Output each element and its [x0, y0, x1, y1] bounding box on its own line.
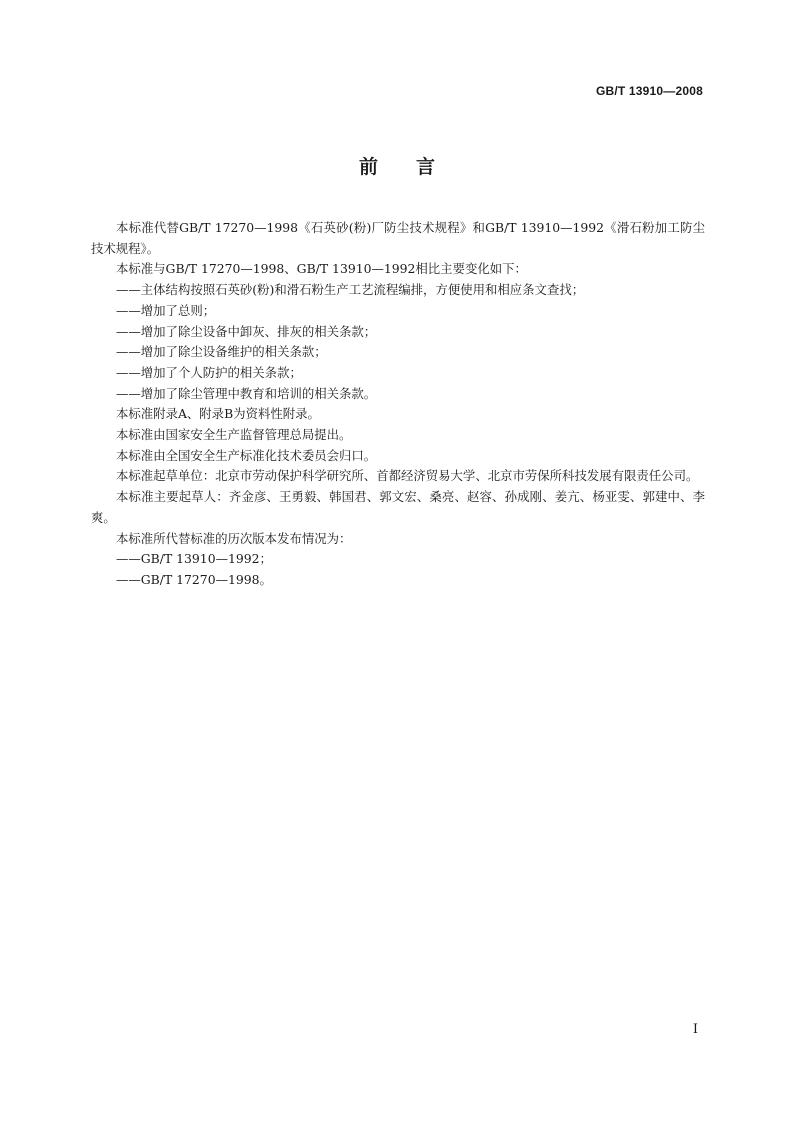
list-item: ——GB/T 17270—1998。 — [116, 571, 272, 587]
paragraph-history-intro: 本标准所代替标准的历次版本发布情况为： — [116, 530, 352, 546]
list-item: ——主体结构按照石英砂(粉)和滑石粉生产工艺流程编排，方便使用和相应条文查找； — [116, 282, 585, 298]
list-item: ——增加了除尘设备维护的相关条款； — [116, 344, 327, 360]
page-title: 前言 — [358, 156, 473, 178]
list-item: ——GB/T 13910—1992； — [116, 551, 272, 567]
list-item: ——增加了除尘设备中卸灰、排灰的相关条款； — [116, 323, 377, 339]
foreword-body — [91, 218, 705, 591]
paragraph-proposed-by: 本标准由国家安全生产监督管理总局提出。 — [116, 427, 352, 443]
list-item: ——增加了个人防护的相关条款； — [116, 364, 302, 380]
standard-code: GB/T 13910—2008 — [595, 84, 703, 98]
paragraph-drafters: 本标准主要起草人：齐金彦、王勇毅、韩国君、郭文宏、桑亮、赵容、孙成刚、姜亢、杨亚雯、郭建中、李爽。 — [91, 489, 705, 525]
paragraph-changes-intro: 本标准与GB/T 17270—1998、GB/T 13910—1992相比主要变化如下： — [116, 261, 527, 277]
paragraph-centralized-by: 本标准由全国安全生产标准化技术委员会归口。 — [116, 447, 377, 463]
paragraph-drafting-units: 本标准起草单位：北京市劳动保护科学研究所、首都经济贸易大学、北京市劳保所科技发展有限责任公司。 — [116, 468, 699, 484]
paragraph-replaces: 本标准代替GB/T 17270—1998《石英砂(粉)厂防尘技术规程》和GB/T 13910—1992《滑石粉加工防尘技术规程》。 — [91, 220, 705, 256]
page-number: I — [692, 1022, 698, 1037]
paragraph-appendix: 本标准附录A、附录B为资料性附录。 — [116, 406, 320, 422]
list-item: ——增加了总则； — [116, 302, 216, 318]
list-item: ——增加了除尘管理中教育和培训的相关条款。 — [116, 385, 377, 401]
